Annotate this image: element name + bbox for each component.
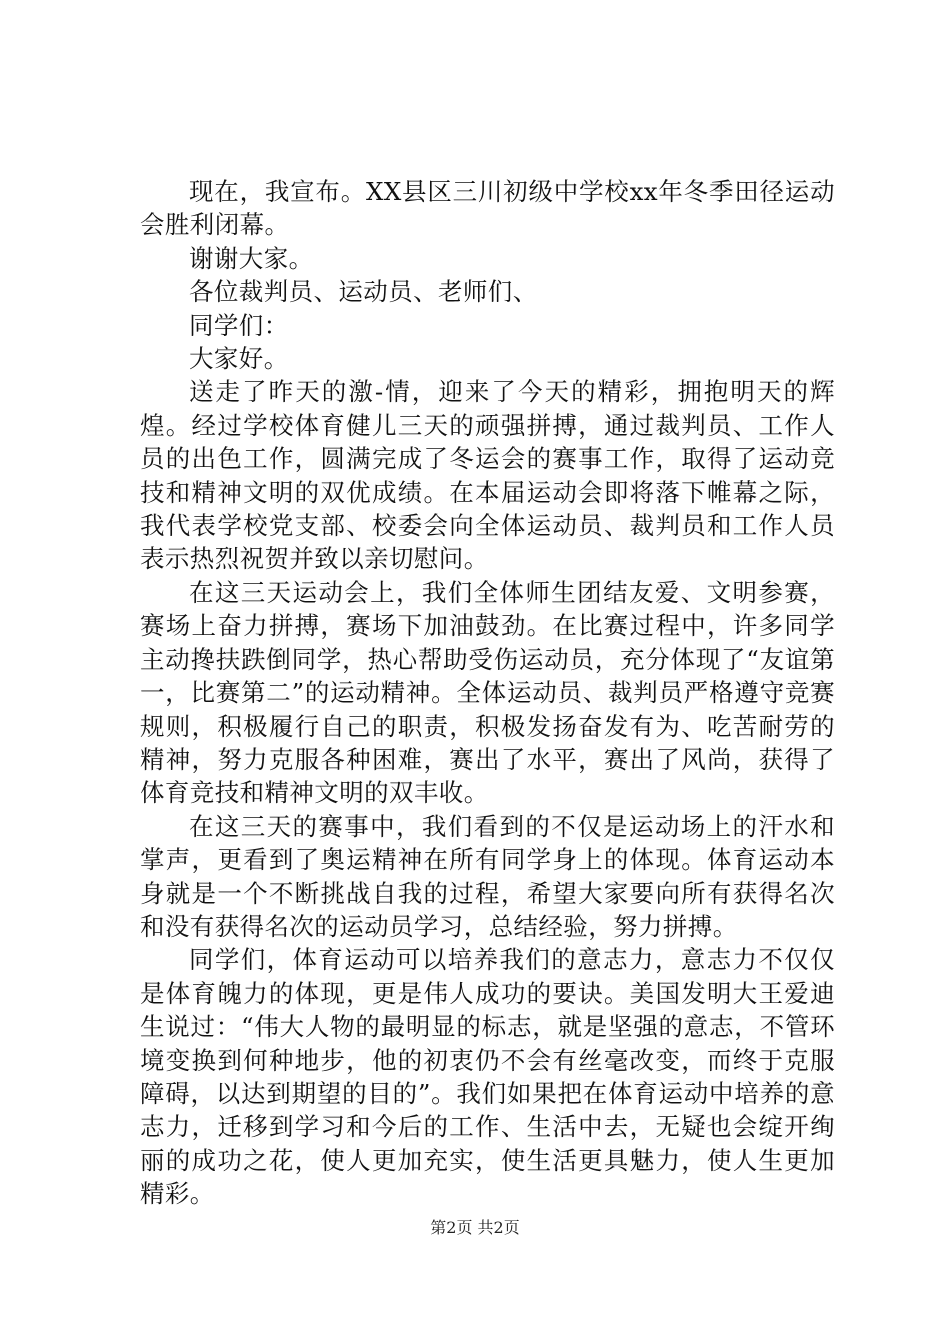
paragraph-sportsmanship: 在这三天运动会上，我们全体师生团结友爱、文明参赛，赛场上奋力拼搏，赛场下加油鼓劲。在比赛过程中，许多同学主动搀扶跌倒同学，热心帮助受伤运动员，充分体现了“友谊第一，比赛第二”的运动精神。全体运动员、裁判员严格遵守竞赛规则，积极履行自己的职责，积极发扬奋发有为、吃苦耐劳的精神，努力克服各种困难，赛出了水平，赛出了风尚，获得了体育竞技和精神文明的双丰收。 (140, 577, 835, 808)
paragraph-closing-announcement: 现在，我宣布。XX县区三川初级中学校xx年冬季田径运动会胜利闭幕。 (140, 177, 835, 240)
page-number-footer: 第2页 共2页 (430, 1218, 520, 1237)
paragraph-summary: 送走了昨天的激-情，迎来了今天的精彩，拥抱明天的辉煌。经过学校体育健儿三天的顽强拼搏，通过裁判员、工作人员的出色工作，圆满完成了冬运会的赛事工作，取得了运动竞技和精神文明的双优成绩。在本届运动会即将落下帷幕之际，我代表学校党支部、校委会向全体运动员、裁判员和工作人员表示热烈祝贺并致以亲切慰问。 (140, 377, 835, 574)
paragraph-salutation-staff: 各位裁判员、运动员、老师们、 (189, 277, 538, 307)
paragraph-salutation-students: 同学们： (189, 310, 289, 340)
paragraph-olympic-spirit: 在这三天的赛事中，我们看到的不仅是运动场上的汗水和掌声，更看到了奥运精神在所有同学身上的体现。体育运动本身就是一个不断挑战自我的过程，希望大家要向所有获得名次和没有获得名次的运动员学习，总结经验，努力拼搏。 (140, 811, 835, 941)
paragraph-greeting: 大家好。 (189, 344, 289, 374)
document-body (140, 175, 835, 1211)
paragraph-willpower: 同学们，体育运动可以培养我们的意志力，意志力不仅仅是体育魄力的体现，更是伟人成功的要诀。美国发明大王爱迪生说过：“伟大人物的最明显的标志，就是坚强的意志，不管环境变换到何种地步，他的初衷仍不会有丝毫改变，而终于克服障碍，以达到期望的目的”。我们如果把在体育运动中培养的意志力，迁移到学习和今后的工作、生活中去，无疑也会绽开绚丽的成功之花，使人更加充实，使生活更具魅力，使人生更加精彩。 (140, 945, 835, 1209)
paragraph-thanks: 谢谢大家。 (189, 243, 314, 273)
